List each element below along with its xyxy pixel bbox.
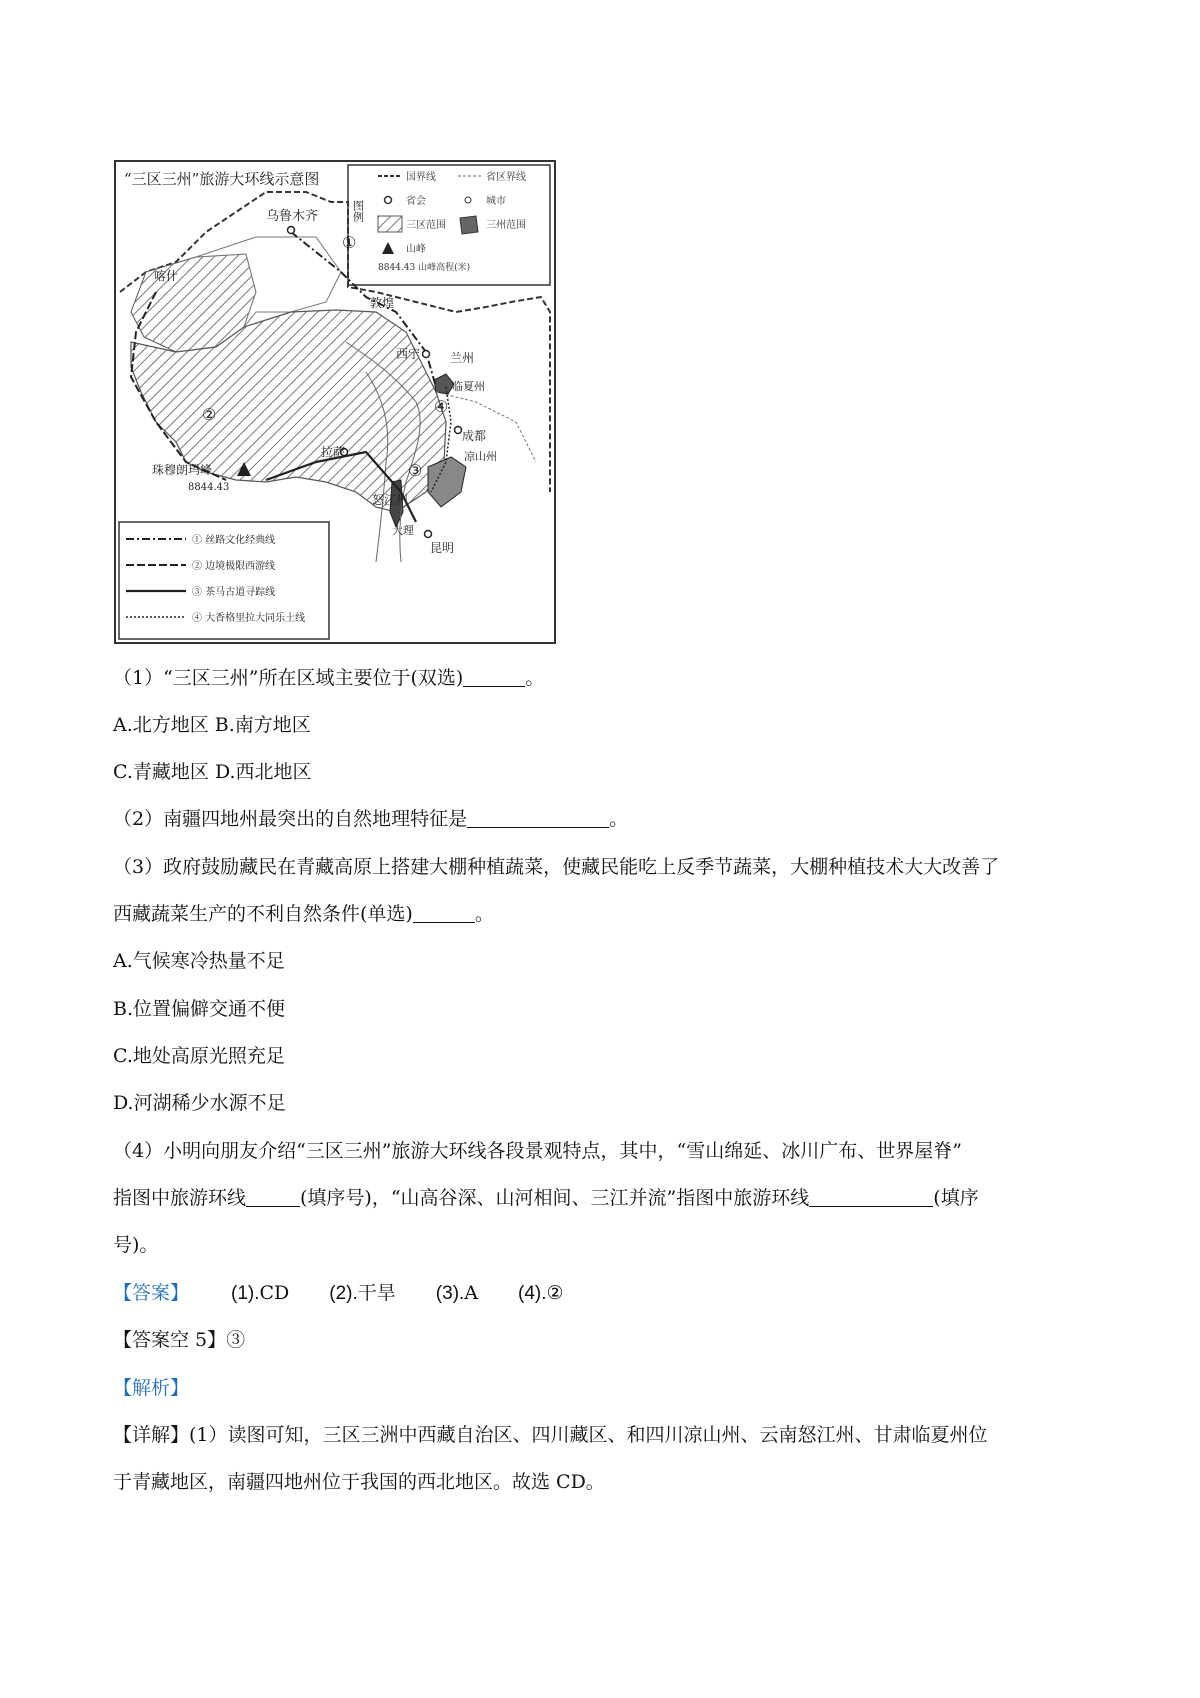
legend-heading: 图例 <box>351 200 365 222</box>
tourism-loop-map <box>114 160 556 644</box>
question-1: （1）“三区三州”所在区域主要位于(双选) 。 <box>113 667 545 689</box>
question-3-option-b: B.位置偏僻交通不便 <box>113 998 286 1020</box>
question-3-option-d: D.河湖稀少水源不足 <box>113 1092 286 1114</box>
answer-line: 【答案】 (1).CD (2).干旱 (3).A (4).② <box>113 1282 564 1304</box>
question-3-line-2: 西藏蔬菜生产的不利自然条件(单选) 。 <box>113 903 494 925</box>
question-2-text: （2）南疆四地州最突出的自然地理特征是 <box>113 808 468 830</box>
label-dali: 大理 <box>392 524 414 537</box>
label-lhasa: 拉萨 <box>321 445 346 459</box>
legend-item: 8844.43 山峰高程(米) <box>378 263 471 273</box>
question-1-options-cd: C.青藏地区 D.西北地区 <box>113 761 312 783</box>
label-nujiang: 怒江州 <box>372 493 409 507</box>
question-4-line-3: 号)。 <box>113 1234 159 1256</box>
answer-4: ② <box>546 1282 564 1304</box>
legend-item: 三区范围 <box>406 220 446 231</box>
legend-item: 省区界线 <box>486 172 526 183</box>
answer-1: CD <box>259 1282 290 1304</box>
question-4-line-1: （4）小明向朋友介绍“三区三州”旅游大环线各段景观特点，其中，“雪山绵延、冰川广布、世界屋脊” <box>113 1140 962 1162</box>
label-lanzhou: 兰州 <box>450 351 475 365</box>
label-everest: 珠穆朗玛峰 <box>152 463 213 477</box>
legend-item: 国界线 <box>406 172 436 183</box>
answer-blank <box>467 807 609 828</box>
label-urumqi: 乌鲁木齐 <box>266 209 319 224</box>
legend-item: 三州范围 <box>486 220 526 231</box>
answer-blank <box>413 902 475 923</box>
route-number-2: ② <box>202 405 217 424</box>
route-legend-item: ② 边境极限西游线 <box>192 561 276 572</box>
legend-item: 山峰 <box>406 244 426 255</box>
question-3-line-1: （3）政府鼓励藏民在青藏高原上搭建大棚种植蔬菜，使藏民能吃上反季节蔬菜，大棚种植技术大大改善了 <box>113 856 1000 878</box>
answer-blank <box>463 666 525 687</box>
question-3-option-c: C.地处高原光照充足 <box>113 1045 285 1067</box>
map-graphic <box>116 162 554 642</box>
question-1-options-ab: A.北方地区 B.南方地区 <box>113 714 311 736</box>
question-3-option-a: A.气候寒冷热量不足 <box>113 950 285 972</box>
route-number-4: ④ <box>434 397 449 416</box>
question-2: （2）南疆四地州最突出的自然地理特征是 。 <box>113 808 629 830</box>
label-liangshan: 凉山州 <box>464 450 497 463</box>
question-1-text: （1）“三区三州”所在区域主要位于(双选) <box>113 667 464 689</box>
answer-blank-5: 【答案空 5】③ <box>113 1329 246 1351</box>
route-legend-item: ① 丝路文化经典线 <box>192 535 276 546</box>
map-title: “三区三州”旅游大环线示意图 <box>124 170 320 188</box>
label-kunming: 昆明 <box>430 541 455 555</box>
route-number-1: ① <box>342 233 357 252</box>
answer-2: 干旱 <box>357 1282 396 1304</box>
legend-item: 城市 <box>486 196 506 207</box>
label-chengdu: 成都 <box>462 429 487 443</box>
label-xining: 西宁 <box>396 347 421 361</box>
route-legend-item: ③ 茶马古道寻踪线 <box>192 587 276 598</box>
legend-item: 省会 <box>406 196 426 207</box>
answer-blank <box>246 1186 300 1207</box>
label-linxia: 临夏州 <box>452 380 485 393</box>
answer-label: 【答案】 <box>113 1282 190 1304</box>
label-kashgar: 喀什 <box>154 269 179 283</box>
analysis-detail-line-2: 于青藏地区，南疆四地州位于我国的西北地区。故选 CD。 <box>113 1471 605 1493</box>
answer-blank <box>809 1186 933 1207</box>
label-everest-height: 8844.43 <box>188 482 230 493</box>
question-4-line-2: 指图中旅游环线 (填序号)，“山高谷深、山河相间、三江并流”指图中旅游环线 (填序 <box>113 1187 979 1209</box>
analysis-detail-line-1: 【详解】(1）读图可知，三区三洲中西藏自治区、四川藏区、和四川凉山州、云南怒江州、甘肃临夏州位 <box>113 1424 988 1446</box>
route-legend-item: ④ 大香格里拉大同乐土线 <box>192 613 306 624</box>
route-number-3: ③ <box>408 461 423 480</box>
answer-3: A <box>464 1282 479 1304</box>
label-dunhuang: 敦煌 <box>370 296 395 310</box>
analysis-label: 【解析】 <box>113 1377 190 1399</box>
